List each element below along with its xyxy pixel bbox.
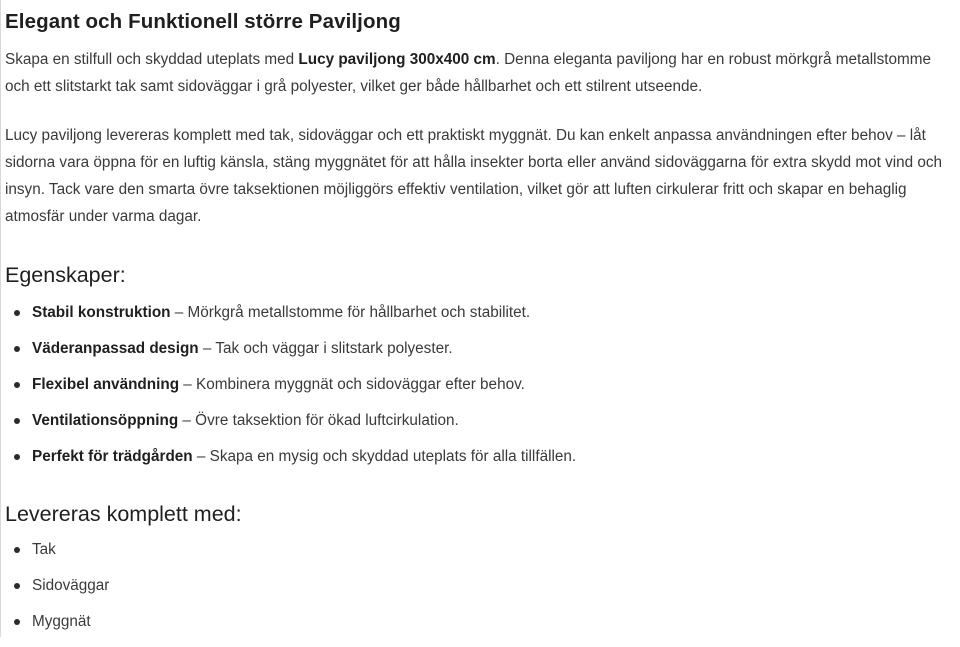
feature-title: Flexibel användning (32, 376, 180, 393)
details-paragraph: Lucy paviljong levereras komplett med tak, sidoväggar och ett praktiskt myggnät. Du kan enkelt anpassa användningen efter behov – låt sidorna vara öppna för en luftig känsla, stäng myggnätet för att hålla insekter borta eller använd sidoväggarna för extra skydd mot vind och insyn. Tack vare den smarta övre taksektionen möjliggörs effektiv ventilation, vilket gör att luften cirkulerar fritt och skapar en behaglig atmosfär under varma dagar. (5, 127, 943, 225)
feature-title: Ventilationsöppning (32, 412, 179, 429)
bullet-icon (14, 619, 20, 625)
feature-item (5, 446, 950, 468)
bullet-icon (14, 454, 20, 460)
delivery-item-label: Myggnät (32, 613, 91, 630)
delivery-item-label: Tak (32, 541, 56, 558)
bullet-icon (14, 382, 20, 388)
feature-item (5, 338, 950, 360)
intro-paragraph (5, 46, 950, 100)
features-heading: Egenskaper: (5, 263, 126, 287)
feature-item (5, 374, 950, 396)
delivery-item (5, 611, 950, 633)
page-title: Elegant och Funktionell större Paviljong (5, 10, 401, 33)
feature-item (5, 410, 950, 432)
product-description (5, 0, 950, 647)
features-list (5, 302, 950, 468)
bullet-icon (14, 310, 20, 316)
delivery-list (5, 539, 950, 633)
feature-title: Väderanpassad design (32, 340, 199, 357)
feature-title: Stabil konstruktion (32, 304, 171, 321)
bullet-icon (14, 418, 20, 424)
feature-text: – Mörkgrå metallstomme för hållbarhet och stabilitet. (170, 304, 531, 321)
feature-item (5, 302, 950, 324)
bullet-icon (14, 583, 20, 589)
bullet-icon (14, 346, 20, 352)
feature-text: – Skapa en mysig och skyddad uteplats för alla tillfällen. (192, 448, 577, 465)
delivery-item (5, 575, 950, 597)
feature-text: – Övre taksektion för ökad luftcirkulation. (178, 412, 459, 429)
feature-text: – Kombinera myggnät och sidoväggar efter behov. (179, 376, 525, 393)
product-name: Lucy paviljong 300x400 cm (298, 51, 496, 68)
feature-text: – Tak och väggar i slitstark polyester. (198, 340, 453, 357)
bullet-icon (14, 547, 20, 553)
intro-text-start: Skapa en stilfull och skyddad uteplats med (5, 51, 299, 68)
delivery-item (5, 539, 950, 561)
intro-text-end: . Denna eleganta paviljong har en robust mörkgrå metallstomme och ett slitstarkt tak samt sidoväggar i grå polyester, vilket ger både hållbarhet och ett stilrent utseende. (5, 51, 931, 95)
page-left-border (0, 0, 1, 637)
delivery-item-label: Sidoväggar (32, 577, 110, 594)
delivery-heading: Levereras komplett med: (5, 502, 242, 526)
feature-title: Perfekt för trädgården (32, 448, 193, 465)
